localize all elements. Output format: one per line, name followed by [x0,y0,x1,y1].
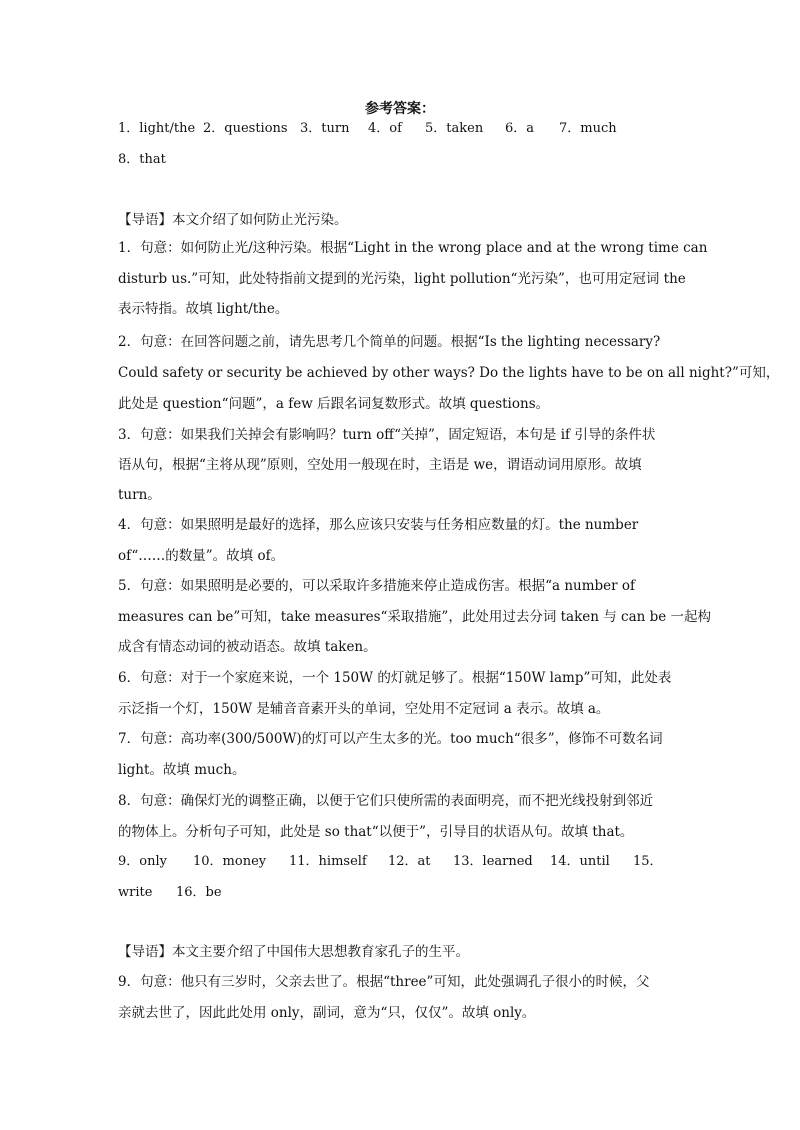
explanation-line: 2．句意：在回答问题之前，请先思考几个简单的问题。根据“Is the lighting necessary? [118,334,661,350]
explanation-line: 语从句，根据“主将从现”原则，空处用一般现在时，主语是 we，谓语动词用原形。故填 [118,457,642,473]
answer-item: 2．questions [203,121,288,136]
page-title: 参考答案： [365,101,435,117]
answer-item: 1．light/the [118,121,196,136]
answer-item: 16．be [176,885,222,900]
answer-item: 5．taken [425,121,484,136]
answer-item: 6．a [505,121,535,136]
explanation-line: of“……的数量”。故填 of。 [118,548,285,564]
explanation-line: 4．句意：如果照明是最好的选择，那么应该只安装与任务相应数量的灯。the number [118,517,639,533]
answer-item: 4．of [368,121,402,136]
answer-item: 3．turn [300,121,350,136]
explanation-line: 亲就去世了，因此此处用 only，副词，意为“只，仅仅”。故填 only。 [118,1005,536,1021]
explanation-line: 此处是 question“问题”，a few 后跟名词复数形式。故填 questions。 [118,396,550,412]
explanation-line: 6．句意：对于一个家庭来说，一个 150W 的灯就足够了。根据“150W lamp”可知，此处表 [118,670,672,686]
answer-item: 12．at [388,854,431,869]
explanation-line: 1．句意：如何防止光/这种污染。根据“Light in the wrong place and at the wrong time can [118,240,708,256]
answer-item: 11．himself [289,854,367,869]
answer-item: 14．until [550,854,610,869]
explanation-line: light。故填 much。 [118,762,246,778]
answer-key-row [118,853,663,871]
section-intro: 【导语】本文介绍了如何防止光污染。 [118,212,348,228]
answer-item: 7．much [559,121,617,136]
answer-item: 9．only [118,854,167,869]
answer-key-row [118,884,222,902]
explanation-line: turn。 [118,487,161,503]
explanation-line: 表示特指。故填 light/the。 [118,301,289,317]
answer-item: 8．that [118,152,166,167]
explanation-line: disturb us.”可知，此处特指前文提到的光污染，light pollution“光污染”，也可用定冠词 the [118,271,686,287]
answer-key-row [118,151,166,169]
explanation-line: 的物体上。分析句子可知，此处是 so that“以便于”，引导目的状语从句。故填 that。 [118,824,634,840]
answer-item: 10．money [193,854,267,869]
explanation-line: 7．句意：高功率(300/500W)的灯可以产生太多的光。too much“很多”，修饰不可数名词 [118,731,663,747]
explanation-line: 3．句意：如果我们关掉会有影响吗？turn off“关掉”，固定短语，本句是 if 引导的条件状 [118,427,656,443]
answer-item: write [118,885,153,900]
explanation-line: 8．句意：确保灯光的调整正确，以便于它们只使所需的表面明亮，而不把光线投射到邻近 [118,793,654,809]
explanation-line: measures can be”可知，take measures“采取措施”，此处用过去分词 taken 与 can be 一起构 [118,609,712,625]
explanation-line: 9．句意：他只有三岁时，父亲去世了。根据“three”可知，此处强调孔子很小的时候，父 [118,974,650,990]
explanation-line: 成含有情态动词的被动语态。故填 taken。 [118,639,377,655]
explanation-line: Could safety or security be achieved by other ways? Do the lights have to be on all night?”可知， [118,365,780,381]
answer-item: 13．learned [453,854,533,869]
explanation-line: 5．句意：如果照明是必要的，可以采取许多措施来停止造成伤害。根据“a number of [118,578,636,594]
answer-key-row [118,120,617,138]
explanation-line: 示泛指一个灯，150W 是辅音音素开头的单词，空处用不定冠词 a 表示。故填 a。 [118,701,610,717]
answer-item: 15． [633,854,663,869]
section-intro: 【导语】本文主要介绍了中国伟大思想教育家孔子的生平。 [118,944,469,960]
